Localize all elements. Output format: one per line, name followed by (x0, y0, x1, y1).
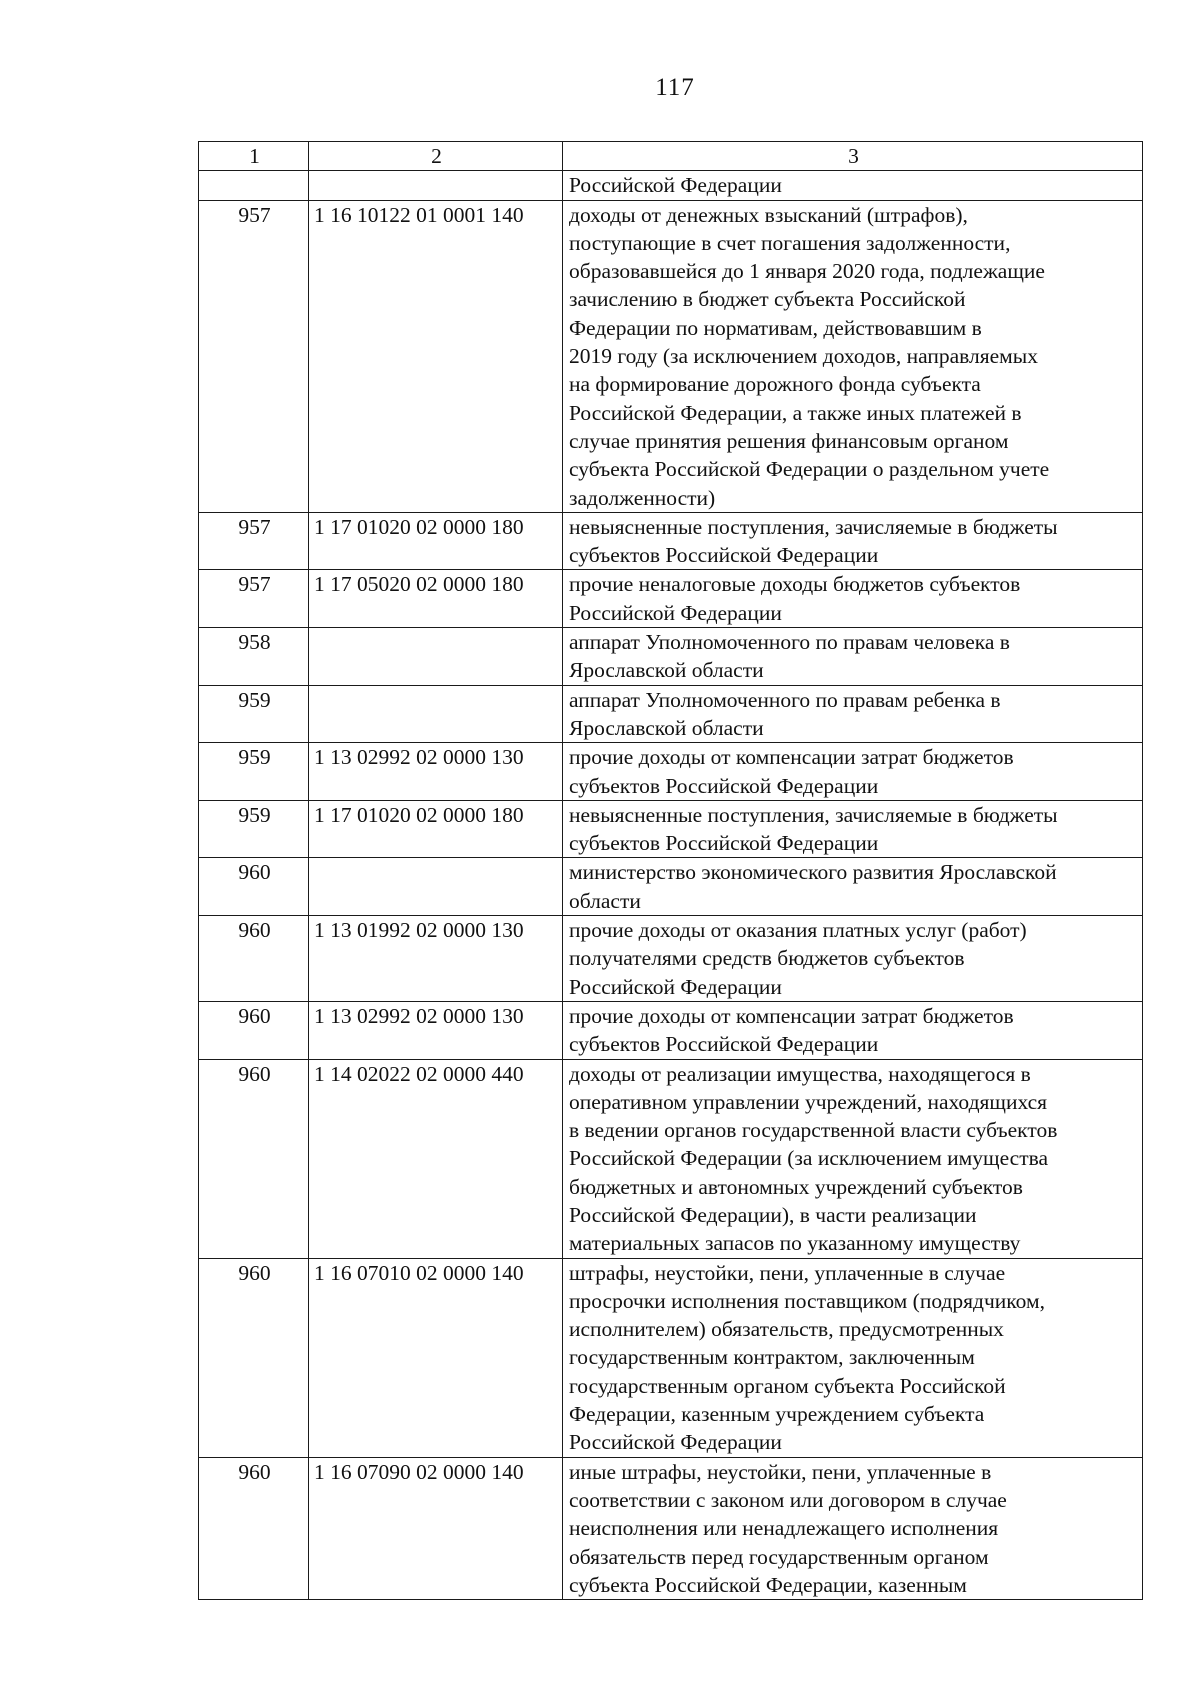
table-row (199, 628, 1143, 686)
revenue-name-line: субъектов Российской Федерации (569, 773, 879, 798)
revenue-codes-table (198, 141, 1143, 1600)
administrator-code-cell: 957 (199, 200, 309, 512)
budget-classification-code-cell: 1 13 02992 02 0000 130 (309, 1001, 563, 1059)
table-row (199, 200, 1143, 512)
revenue-name-cell (563, 1258, 1143, 1457)
revenue-name-line: в ведении органов государственной власти субъектов (569, 1118, 1058, 1143)
revenue-name-cell (563, 570, 1143, 628)
administrator-code-cell: 960 (199, 1457, 309, 1599)
budget-classification-code-cell: 1 16 07090 02 0000 140 (309, 1457, 563, 1599)
budget-classification-code-cell (309, 171, 563, 200)
table-row (199, 685, 1143, 743)
budget-classification-code-cell: 1 13 02992 02 0000 130 (309, 743, 563, 801)
administrator-code-cell: 960 (199, 1001, 309, 1059)
revenue-name-line: прочие доходы от компенсации затрат бюджетов (569, 1003, 1014, 1028)
table-row (199, 1258, 1143, 1457)
administrator-code-cell: 960 (199, 916, 309, 1002)
administrator-code-cell: 959 (199, 685, 309, 743)
revenue-name-line: невыясненные поступления, зачисляемые в бюджеты (569, 514, 1058, 539)
table-body (199, 142, 1143, 1600)
revenue-name-line: обязательств перед государственным органом (569, 1544, 989, 1569)
administrator-code-cell: 960 (199, 858, 309, 916)
revenue-name-line: прочие доходы от компенсации затрат бюджетов (569, 745, 1014, 770)
revenue-name-line: получателями средств бюджетов субъектов (569, 946, 965, 971)
revenue-name-line: поступающие в счет погашения задолженности, (569, 230, 1011, 255)
budget-classification-code-cell: 1 13 01992 02 0000 130 (309, 916, 563, 1002)
revenue-name-line: доходы от реализации имущества, находящегося в (569, 1061, 1031, 1086)
revenue-name-cell (563, 916, 1143, 1002)
revenue-name-line: Федерации, казенным учреждением субъекта (569, 1402, 985, 1427)
revenue-name-line: субъектов Российской Федерации (569, 831, 879, 856)
revenue-name-line: материальных запасов по указанному имуществу (569, 1231, 1021, 1256)
revenue-name-line: области (569, 888, 641, 913)
revenue-name-line: государственным органом субъекта Российской (569, 1373, 1006, 1398)
revenue-name-line: неисполнения или ненадлежащего исполнения (569, 1516, 999, 1541)
revenue-name-line: аппарат Уполномоченного по правам ребенка в (569, 687, 1001, 712)
revenue-name-line: зачислению в бюджет субъекта Российской (569, 287, 966, 312)
table-row (199, 800, 1143, 858)
revenue-name-line: Российской Федерации), в части реализации (569, 1202, 977, 1227)
revenue-name-line: Ярославской области (569, 715, 764, 740)
budget-classification-code-cell: 1 17 01020 02 0000 180 (309, 512, 563, 570)
table-row (199, 916, 1143, 1002)
page-number: 117 (655, 74, 695, 101)
revenue-name-line: Федерации по нормативам, действовавшим в (569, 315, 982, 340)
table-row (199, 512, 1143, 570)
administrator-code-cell: 959 (199, 800, 309, 858)
revenue-name-line: субъектов Российской Федерации (569, 543, 879, 568)
revenue-name-line: задолженности) (569, 485, 716, 510)
revenue-name-line: бюджетных и автономных учреждений субъектов (569, 1174, 1023, 1199)
revenue-name-line: государственным контрактом, заключенным (569, 1345, 975, 1370)
revenue-name-line: доходы от денежных взысканий (штрафов), (569, 202, 968, 227)
budget-classification-code-cell: 1 17 01020 02 0000 180 (309, 800, 563, 858)
revenue-name-line: образовавшейся до 1 января 2020 года, подлежащие (569, 259, 1045, 284)
revenue-name-line: субъекта Российской Федерации о раздельном учете (569, 457, 1050, 482)
revenue-name-line: субъекта Российской Федерации, казенным (569, 1572, 967, 1597)
revenue-name-line: Российской Федерации (569, 974, 782, 999)
revenue-name-line: на формирование дорожного фонда субъекта (569, 372, 981, 397)
revenue-name-cell (563, 1059, 1143, 1258)
table-row (199, 171, 1143, 200)
revenue-name-cell (563, 1001, 1143, 1059)
revenue-name-line: исполнителем) обязательств, предусмотренных (569, 1317, 1004, 1342)
revenue-name-line: министерство экономического развития Ярославской (569, 860, 1057, 885)
revenue-name-line: Ярославской области (569, 658, 764, 683)
administrator-code-cell: 957 (199, 512, 309, 570)
revenue-name-cell (563, 1457, 1143, 1599)
table-row (199, 1001, 1143, 1059)
revenue-name-line: случае принятия решения финансовым органом (569, 428, 1009, 453)
revenue-name-line: 2019 году (за исключением доходов, направляемых (569, 344, 1038, 369)
budget-classification-code-cell: 1 17 05020 02 0000 180 (309, 570, 563, 628)
revenue-name-line: прочие неналоговые доходы бюджетов субъектов (569, 572, 1021, 597)
revenue-name-line: прочие доходы от оказания платных услуг (работ) (569, 918, 1027, 943)
budget-classification-code-cell (309, 858, 563, 916)
administrator-code-cell: 957 (199, 570, 309, 628)
revenue-name-line: иные штрафы, неустойки, пени, уплаченные в (569, 1459, 992, 1484)
budget-classification-code-cell: 1 16 07010 02 0000 140 (309, 1258, 563, 1457)
revenue-name-cell (563, 743, 1143, 801)
budget-classification-code-cell: 1 14 02022 02 0000 440 (309, 1059, 563, 1258)
budget-classification-code-cell (309, 628, 563, 686)
revenue-name-line: Российской Федерации (за исключением имущества (569, 1146, 1049, 1171)
budget-classification-code-cell (309, 685, 563, 743)
column-header-2: 2 (309, 142, 563, 171)
revenue-name-line: соответствии с законом или договором в случае (569, 1487, 1007, 1512)
revenue-name-cell (563, 512, 1143, 570)
revenue-name-line: просрочки исполнения поставщиком (подрядчиком, (569, 1288, 1045, 1313)
administrator-code-cell: 959 (199, 743, 309, 801)
administrator-code-cell (199, 171, 309, 200)
revenue-name-line: штрафы, неустойки, пени, уплаченные в случае (569, 1260, 1006, 1285)
revenue-name-line: субъектов Российской Федерации (569, 1032, 879, 1057)
revenue-name-line: Российской Федерации, а также иных платежей в (569, 400, 1022, 425)
revenue-name-line: аппарат Уполномоченного по правам человека в (569, 630, 1010, 655)
revenue-name-cell (563, 200, 1143, 512)
revenue-name-line: Российской Федерации (569, 600, 782, 625)
revenue-name-line: Российской Федерации (569, 1430, 782, 1455)
revenue-name-line: Российской Федерации (569, 173, 782, 198)
table-row (199, 1457, 1143, 1599)
revenue-name-cell (563, 171, 1143, 200)
table-row (199, 1059, 1143, 1258)
revenue-name-cell (563, 800, 1143, 858)
administrator-code-cell: 960 (199, 1258, 309, 1457)
revenue-name-cell (563, 858, 1143, 916)
revenue-name-line: невыясненные поступления, зачисляемые в бюджеты (569, 802, 1058, 827)
revenue-name-cell (563, 628, 1143, 686)
revenue-name-cell (563, 685, 1143, 743)
table-header-row (199, 142, 1143, 171)
revenue-name-line: оперативном управлении учреждений, находящихся (569, 1089, 1048, 1114)
table-row (199, 858, 1143, 916)
budget-classification-code-cell: 1 16 10122 01 0001 140 (309, 200, 563, 512)
column-header-3: 3 (563, 142, 1143, 171)
column-header-1: 1 (199, 142, 309, 171)
table-row (199, 743, 1143, 801)
administrator-code-cell: 958 (199, 628, 309, 686)
administrator-code-cell: 960 (199, 1059, 309, 1258)
table-row (199, 570, 1143, 628)
